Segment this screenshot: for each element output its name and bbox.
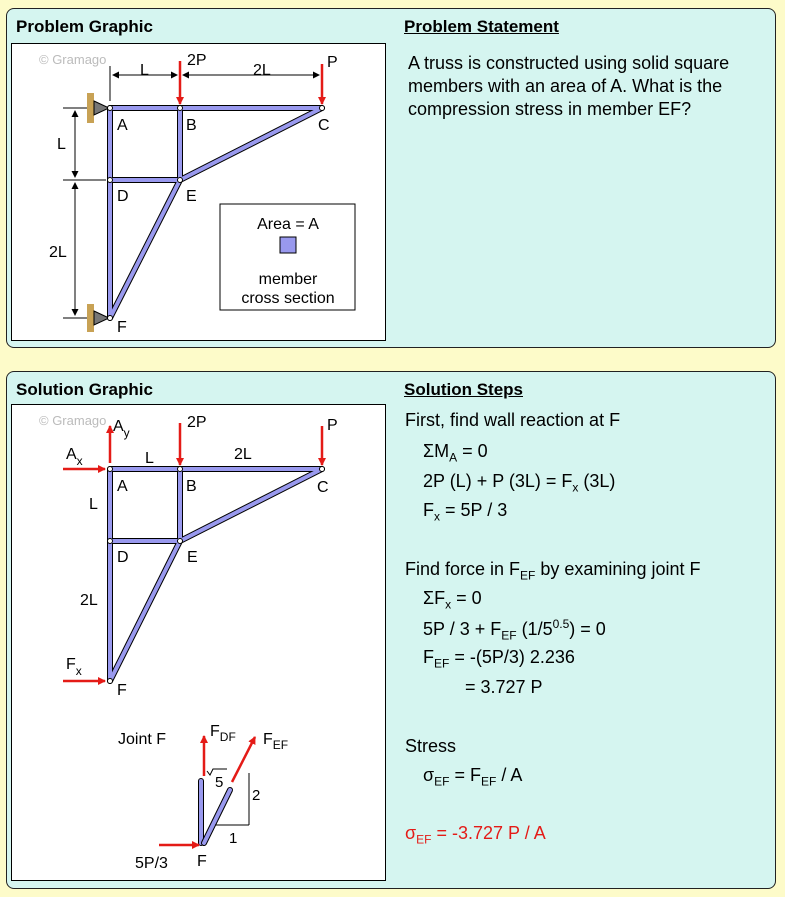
node-b: B — [186, 478, 197, 495]
node-c: C — [318, 117, 330, 134]
legend-area: Area = A — [257, 216, 319, 233]
fdf-label: $F_{DF}$ — [210, 723, 236, 744]
legend-line2: cross section — [241, 290, 335, 307]
step-8: $F_{EF} = -(5P/3)$ 2.236 — [423, 647, 575, 671]
watermark: © Gramago — [39, 52, 107, 67]
step-2: $\Sigma M_A = 0$ — [423, 441, 488, 465]
fef-label: $F_{EF}$ — [263, 731, 289, 752]
node-f: F — [117, 682, 127, 699]
node-a: A — [117, 117, 128, 134]
node-d: D — [117, 188, 129, 205]
step-9: = 3.727 P — [465, 677, 543, 697]
step-5: Find force in $F_{EF}$ by examining joint F — [405, 559, 701, 583]
step-6: $\Sigma F_x = 0$ — [423, 588, 482, 612]
slope-run: 1 — [229, 830, 238, 847]
joint-f-title: Joint F — [118, 731, 167, 748]
watermark: © Gramago — [39, 413, 107, 428]
load-c-label: P — [327, 417, 338, 434]
dim-left-upper: L — [89, 496, 98, 513]
problem-graphic-heading: Problem Graphic — [16, 17, 153, 36]
step-12-answer: $\sigma_{EF} = -3.727$ P / A — [405, 823, 546, 847]
dim-left-lower: 2L — [80, 592, 98, 609]
solution-graphic-heading: Solution Graphic — [16, 380, 153, 399]
slope-rise: 2 — [252, 787, 261, 804]
legend-line1: member — [258, 271, 318, 288]
load-c-label: P — [327, 54, 338, 71]
node-c: C — [317, 479, 329, 496]
step-4: $F_x = 5P / 3$ — [423, 500, 508, 524]
solution-graphic — [11, 404, 386, 881]
pin-support-a — [87, 93, 109, 123]
node-d: D — [117, 549, 129, 566]
dim-2l-left: 2L — [49, 244, 67, 261]
cross-section-square — [280, 237, 296, 253]
load-b-label: 2P — [187, 52, 207, 69]
step-11: $\sigma_{EF} = F_{EF} / A$ — [423, 765, 523, 789]
load-b-label: 2P — [187, 414, 207, 431]
problem-graphic — [11, 43, 386, 341]
solution-steps-heading: Solution Steps — [404, 380, 523, 399]
step-1: First, find wall reaction at F — [405, 410, 621, 430]
dim-2l-top: 2L — [253, 62, 271, 79]
joint-f-node: F — [197, 853, 207, 870]
reaction-ax: $A_x$ — [66, 446, 83, 468]
dim-ab: L — [145, 450, 154, 467]
force-5p3-label: 5P/3 — [135, 855, 168, 872]
problem-statement-heading: Problem Statement — [404, 17, 559, 36]
step-7: $5P / 3 + F_{EF}$ $(1/5^{0.5}) = 0$ — [423, 617, 606, 643]
truss-members — [110, 469, 322, 681]
problem-statement-text: A truss is constructed using solid square members with an area of A. What is the compression stress in member EF? — [408, 53, 730, 119]
pin-support-f — [87, 304, 109, 332]
node-f: F — [117, 319, 127, 336]
step-10: Stress — [405, 736, 457, 756]
dim-l-left: L — [57, 136, 66, 153]
node-b: B — [186, 117, 197, 134]
node-e: E — [187, 549, 198, 566]
node-e: E — [186, 188, 197, 205]
reaction-ay: $A_y$ — [113, 418, 130, 440]
dim-l-top: L — [140, 62, 149, 79]
joint-member-ef — [204, 790, 230, 843]
reaction-fx: $F_x$ — [66, 656, 82, 678]
node-a: A — [117, 478, 128, 495]
dim-bc: 2L — [234, 446, 252, 463]
step-3: 2P (L) + P $(3L) = F_x$ (3L) — [423, 471, 616, 495]
slope-sqrt: 5 — [215, 774, 224, 791]
